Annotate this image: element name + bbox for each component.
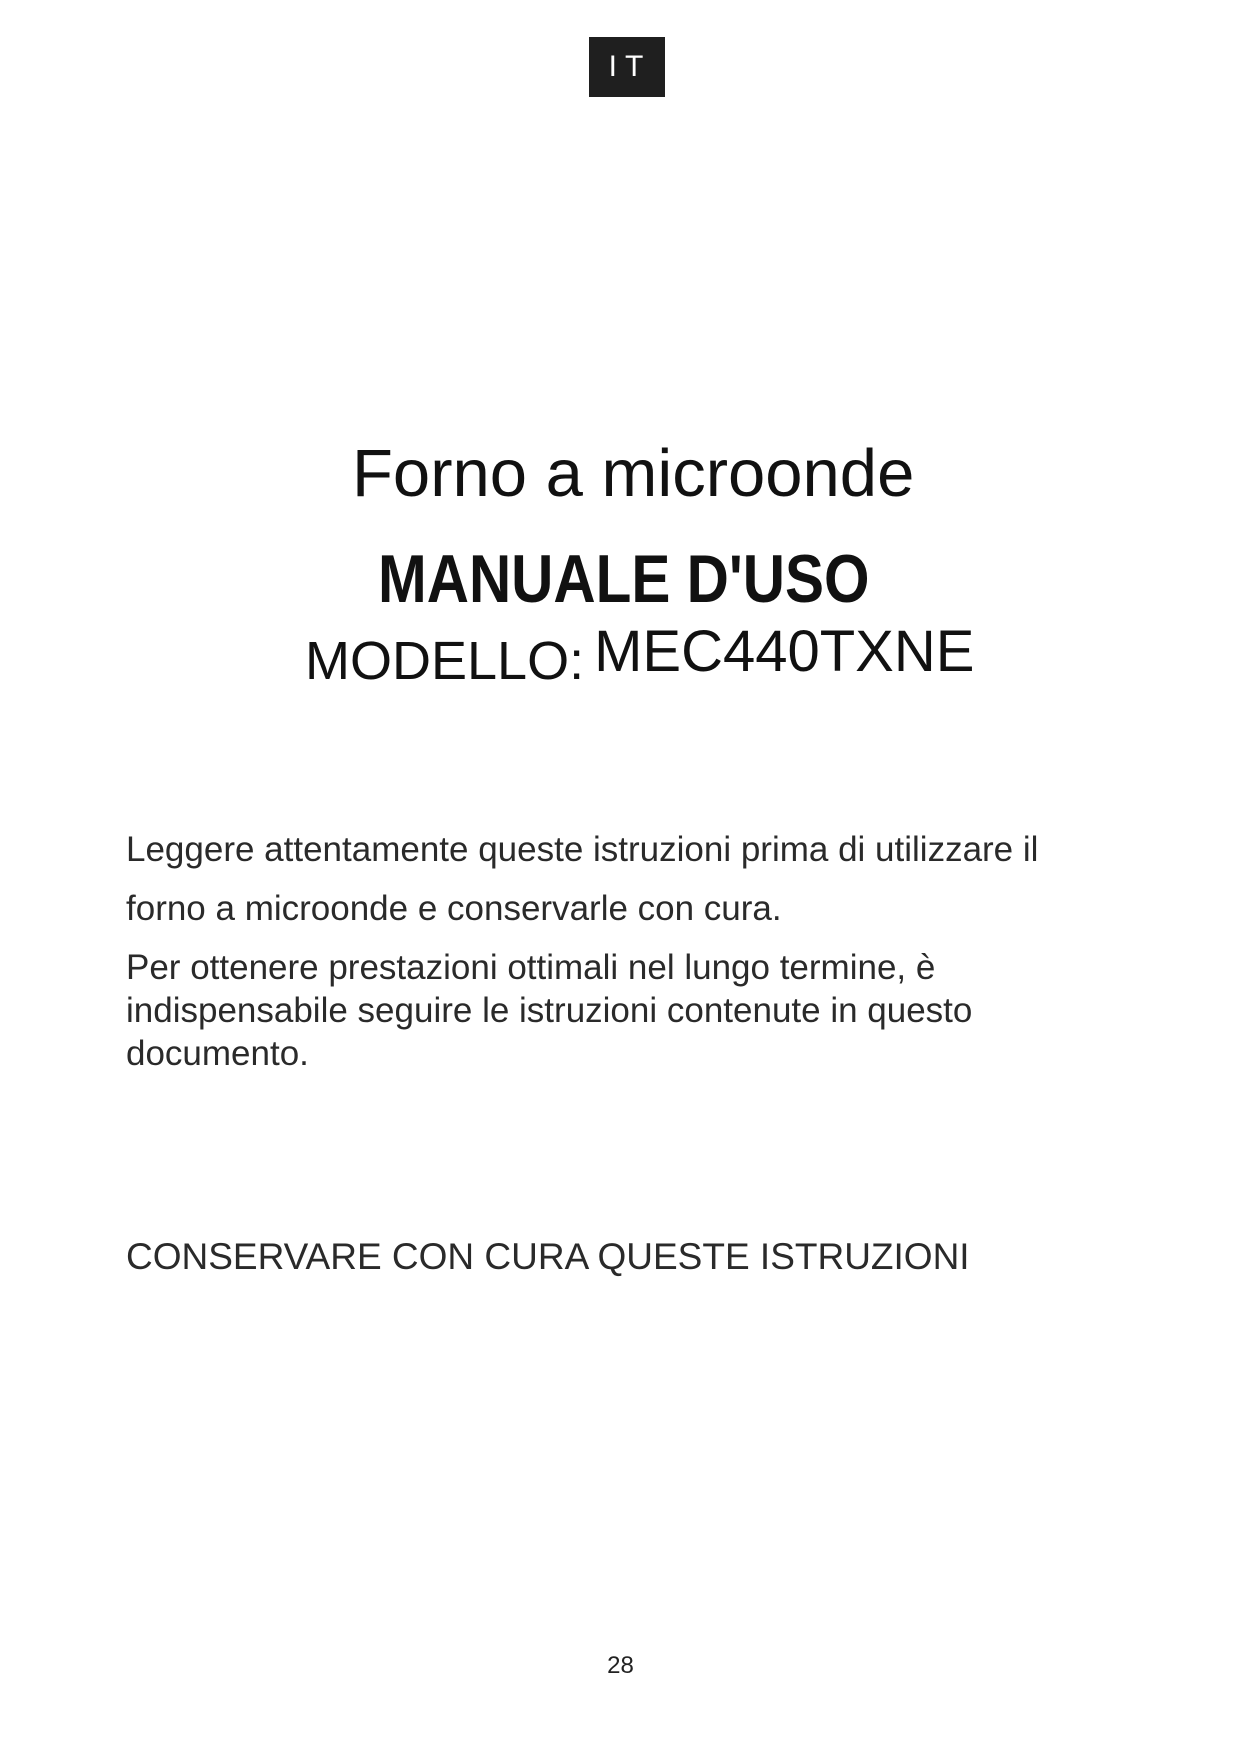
model-value: MEC440TXNE — [594, 619, 975, 684]
document-title: Forno a microonde — [352, 436, 915, 511]
model-line — [305, 619, 975, 693]
model-label: MODELLO: — [305, 631, 585, 691]
manual-heading: MANUALE D'USO — [378, 541, 870, 617]
keep-instructions-notice: CONSERVARE CON CURA QUESTE ISTRUZIONI — [126, 1236, 970, 1277]
language-badge: IT — [589, 37, 665, 97]
page-number: 28 — [607, 1652, 634, 1679]
intro-paragraph-2: Per ottenere prestazioni ottimali nel lungo termine, è indispensabile seguire le istruzioni contenute in questo documento. — [126, 948, 973, 1073]
intro-line-1: Leggere attentamente queste istruzioni prima di utilizzare il — [126, 830, 1039, 869]
intro-line-2: forno a microonde e conservarle con cura. — [126, 889, 782, 928]
